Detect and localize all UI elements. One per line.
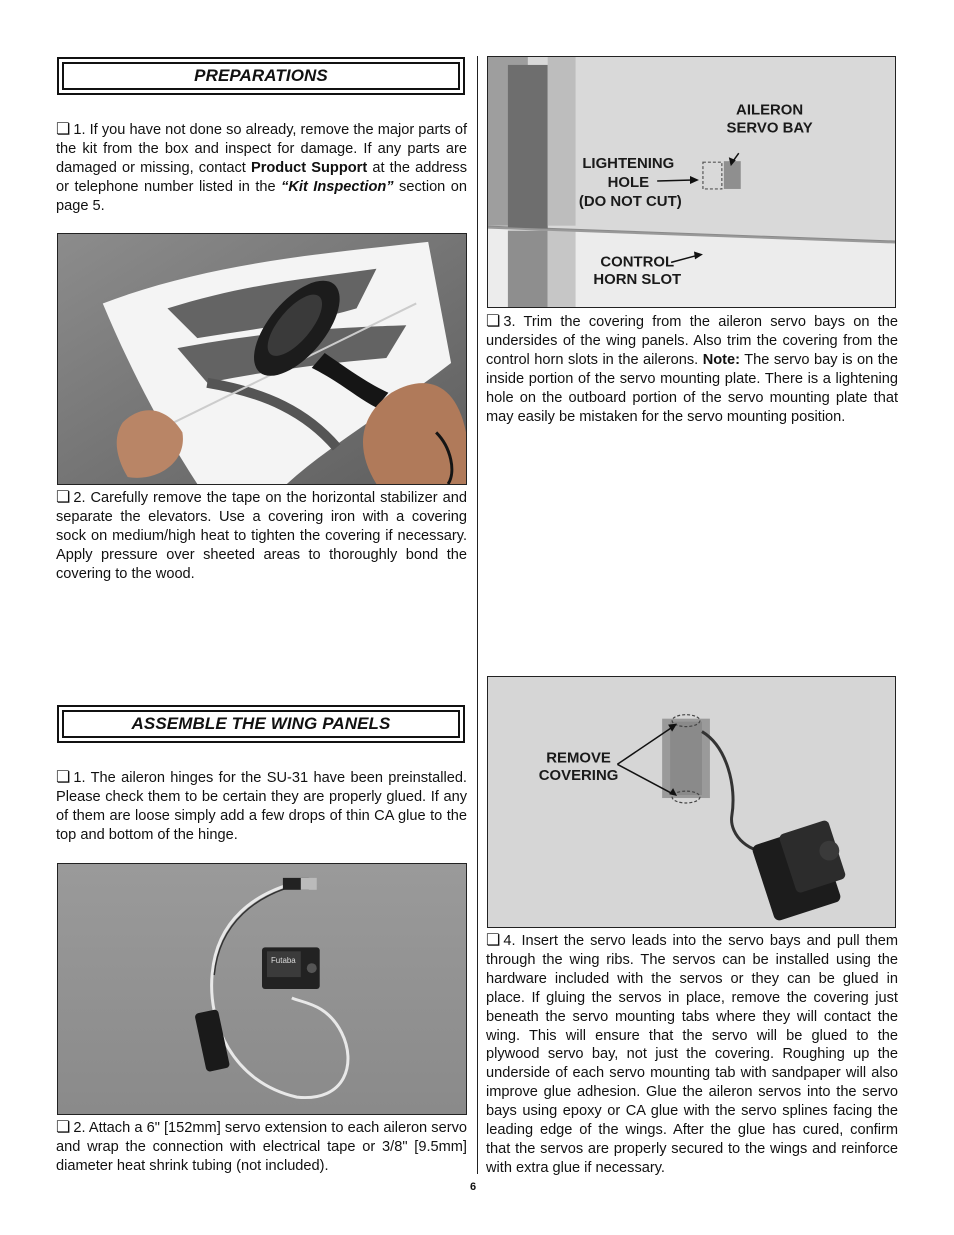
step-bold: Product Support	[250, 159, 368, 176]
column-divider	[477, 56, 478, 1174]
callout-aileron: AILERON	[736, 102, 804, 119]
checkbox-icon[interactable]: ❏	[56, 769, 71, 786]
servo-extension-illustration	[58, 864, 466, 1114]
step-wing-4	[486, 932, 898, 1178]
covering-iron-illustration	[58, 234, 466, 484]
checkbox-icon[interactable]: ❏	[56, 121, 71, 138]
callout-covering: COVERING	[538, 768, 619, 785]
callout-servo-bay: SERVO BAY	[726, 120, 813, 137]
section-title: ASSEMBLE THE WING PANELS	[62, 710, 460, 738]
step-text: 1. If you have not done so already, remove the major parts of the kit from the box and inspect for damage. If any parts are damaged or missing, contact	[56, 122, 467, 176]
section-heading-assemble	[57, 705, 465, 743]
callout-do-not-cut: (DO NOT CUT)	[578, 193, 682, 210]
step-bold: Note:	[702, 351, 740, 368]
step-wing-1	[56, 769, 467, 845]
photo-servo-extension	[57, 863, 467, 1115]
step-text: The servo bay is on the inside portion of the servo mounting plate. There is a lightening hole on the outboard portion of the servo mounting plate that may easily be mistaken for the servo mounting position.	[486, 351, 898, 425]
checkbox-icon[interactable]: ❏	[56, 1119, 71, 1136]
section-heading-preparations	[57, 57, 465, 95]
callout-lightening: LIGHTENING	[582, 156, 675, 173]
step-text: 4. Insert the servo leads into the servo bays and pull them through the wing ribs. The servos can be installed using the hardware included with the servos or they can be glued in place. If gluing the servos in place, remove the covering just beneath the servo mounting tabs where they will contact the wing. This will ensure that the servo will be glued to the plywood servo bay, not just the covering. Roughing up the underside of each servo mounting tab with sandpaper will also improve glue adhesion. Glue the aileron servos into the servo bays using epoxy or CA glue with the servo splines facing the leading edge of the wings. After the glue has cured, confirm that the servos are properly secured to the wings and reinforce with extra glue if necessary.	[486, 933, 898, 1176]
step-text: at the address or telephone number listed in the	[56, 159, 468, 195]
step-wing-2	[56, 1119, 467, 1176]
photo-covering-iron	[57, 233, 467, 485]
checkbox-icon[interactable]: ❏	[56, 489, 71, 506]
checkbox-icon[interactable]: ❏	[486, 932, 501, 949]
step-text: 2. Attach a 6" [152mm] servo extension to each aileron servo and wrap the connection with electrical tape or 3/8" [9.5mm] diameter heat shrink tubing (not included).	[56, 1120, 467, 1174]
step-text: 1. The aileron hinges for the SU-31 have been preinstalled. Please check them to be certain they are properly glued. If any of them are loose simply add a few drops of thin CA glue to the top and bottom of the hinge.	[56, 770, 467, 843]
step-prep-1	[56, 121, 467, 216]
callout-remove: REMOVE	[546, 750, 611, 767]
step-bold-italic: “Kit Inspection”	[281, 178, 394, 195]
step-text: section on page 5.	[56, 178, 467, 214]
step-prep-3	[486, 313, 898, 426]
step-text: 3. Trim the covering from the aileron servo bays on the undersides of the wing panels. Also trim the covering from the control horn slots in the ailerons.	[486, 314, 898, 368]
step-text: 2. Carefully remove the tape on the horizontal stabilizer and separate the elevators. Use a covering iron with a covering sock on medium/high heat to tighten the covering if necessary. Apply pressure over sheeted areas to thoroughly bond the covering to the wood.	[56, 490, 467, 582]
callout-horn-slot: HORN SLOT	[593, 272, 682, 289]
checkbox-icon[interactable]: ❏	[486, 313, 501, 330]
callout-hole: HOLE	[607, 174, 650, 191]
section-title: PREPARATIONS	[62, 62, 460, 90]
servo-brand-label: Futaba	[270, 956, 296, 966]
page-number: 6	[470, 1181, 477, 1193]
callout-control: CONTROL	[600, 254, 675, 271]
photo-aileron-servo-bay	[487, 56, 896, 308]
step-prep-2	[56, 489, 467, 584]
aileron-servo-bay-illustration	[488, 57, 895, 307]
remove-covering-illustration	[488, 677, 895, 927]
photo-remove-covering	[487, 676, 896, 928]
